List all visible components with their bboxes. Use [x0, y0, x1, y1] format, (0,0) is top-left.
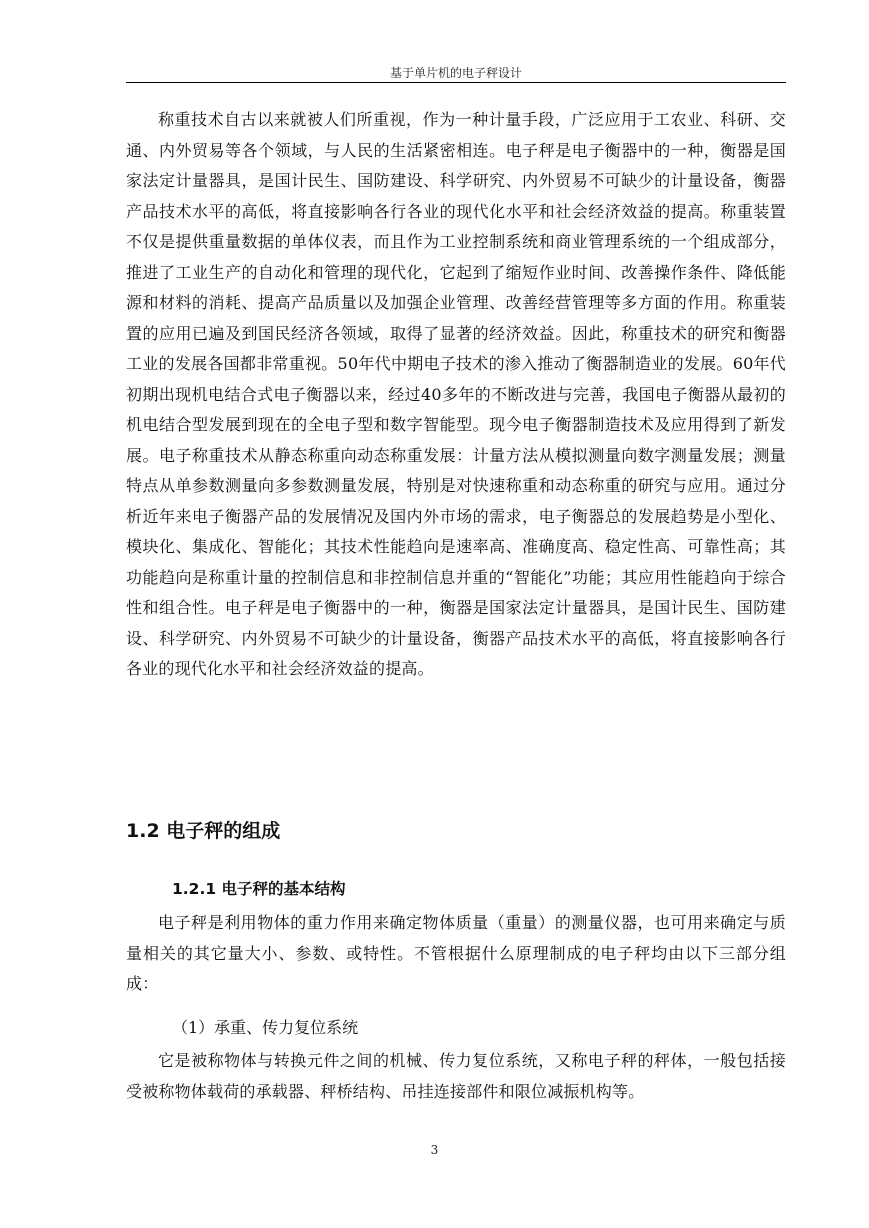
page-number: 3: [430, 1143, 439, 1157]
section-heading: 1.2 电子秤的组成: [126, 820, 281, 842]
list-item-paragraph: 它是被称物体与转换元件之间的机械、传力复位系统，又称电子秤的秤体，一般包括接受被称物体载荷的承载器、秤桥结构、吊挂连接部件和限位减振机构等。: [126, 1051, 786, 1101]
running-header: 基于单片机的电子秤设计: [389, 66, 522, 80]
list-item-heading: （1）承重、传力复位系统: [172, 1018, 359, 1037]
intro-paragraph: 称重技术自古以来就被人们所重视，作为一种计量手段，广泛应用于工农业、科研、交通、内外贸易等各个领域，与人民的生活紧密相连。电子秤是电子衡器中的一种，衡器是国家法定计量器具，是国计民生、国防建设、科学研究、内外贸易不可缺少的计量设备，衡器产品技术水平的高低，将直接影响各行各业的现代化水平和社会经济效益的提高。称重装置不仅是提供重量数据的单体仪表，而且作为工业控制系统和商业管理系统的一个组成部分，推进了工业生产的自动化和管理的现代化，它起到了缩短作业时间、改善操作条件、降低能源和材料的消耗、提高产品质量以及加强企业管理、改善经营管理等多方面的作用。称重装置的应用已遍及到国民经济各领域，取得了显著的经济效益。因此，称重技术的研究和衡器工业的发展各国都非常重视。50年代中期电子技术的渗入推动了衡器制造业的发展。60年代初期出现机电结合式电子衡器以来，经过40多年的不断改进与完善，我国电子衡器从最初的机电结合型发展到现在的全电子型和数字智能型。现今电子衡器制造技术及应用得到了新发展。电子称重技术从静态称重向动态称重发展：计量方法从模拟测量向数字测量发展；测量特点从单参数测量向多参数测量发展，特别是对快速称重和动态称重的研究与应用。通过分析近年来电子衡器产品的发展情况及国内外市场的需求，电子衡器总的发展趋势是小型化、模块化、集成化、智能化；其技术性能趋向是速率高、准确度高、稳定性高、可靠性高；其功能趋向是称重计量的控制信息和非控制信息并重的“智能化”功能；其应用性能趋向于综合性和组合性。电子秤是电子衡器中的一种，衡器是国家法定计量器具，是国计民生、国防建设、科学研究、内外贸易不可缺少的计量设备，衡器产品技术水平的高低，将直接影响各行各业的现代化水平和社会经济效益的提高。: [126, 110, 786, 678]
subsection-paragraph: 电子秤是利用物体的重力作用来确定物体质量（重量）的测量仪器，也可用来确定与质量相关的其它量大小、参数、或特性。不管根据什么原理制成的电子秤均由以下三部分组成：: [126, 913, 786, 993]
header-rule: [126, 82, 786, 83]
subsection-heading: 1.2.1 电子秤的基本结构: [172, 880, 346, 898]
